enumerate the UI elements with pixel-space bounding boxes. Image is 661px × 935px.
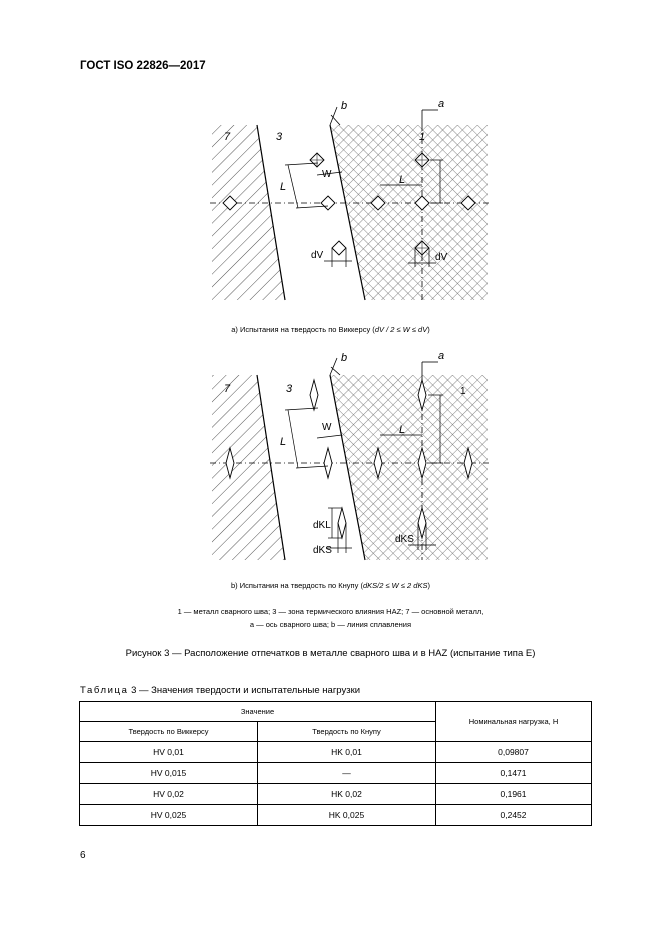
- hardness-table: [79, 701, 592, 826]
- label-L-right: L: [399, 174, 406, 186]
- label-weld-axis: a: [438, 98, 445, 110]
- table-title: Таблица 3 — Значения твердости и испытательные нагрузки: [80, 685, 361, 696]
- table-row: HV 0,025 HK 0,025 0,2452: [80, 805, 592, 826]
- label-dV-right: dV: [435, 252, 448, 263]
- table-row: HV 0,015 — 0,1471: [80, 763, 592, 784]
- label-haz: 3: [276, 131, 283, 143]
- label-L-right-b: L: [399, 424, 406, 436]
- table-row: HV 0,01 HK 0,01 0,09807: [80, 742, 592, 763]
- header-load: Номинальная нагрузка, Н: [436, 702, 592, 742]
- label-L-left-b: L: [280, 436, 287, 448]
- header-vickers: Твердость по Виккерсу: [80, 722, 258, 742]
- header-group: Значение: [80, 702, 436, 722]
- label-weld-metal-b: 1: [460, 386, 466, 397]
- label-haz-b: 3: [286, 383, 293, 395]
- legend-line-2: a — ось сварного шва; b — линия сплавления: [249, 620, 412, 629]
- table-row: HV 0,02 HK 0,02 0,1961: [80, 784, 592, 805]
- weld-metal-zone: [330, 125, 488, 300]
- label-base-metal: 7: [224, 131, 231, 143]
- label-dKL: dKL: [313, 520, 331, 531]
- label-base-metal-b: 7: [224, 383, 231, 395]
- label-dKS-right: dKS: [395, 534, 414, 545]
- figure-a-vickers: [200, 95, 500, 310]
- label-dV-left: dV: [311, 250, 324, 261]
- label-L-left: L: [280, 181, 287, 193]
- label-W-b: W: [322, 422, 332, 433]
- label-dKS-left: dKS: [313, 545, 332, 556]
- figure-b-knoop: [200, 350, 500, 565]
- base-metal-zone: [212, 125, 285, 300]
- figure-a-caption: a) Испытания на твердость по Виккерсу (dV / 2 ≤ W ≤ dV): [231, 325, 430, 334]
- label-fusion-line: b: [341, 100, 348, 112]
- figure-title: Рисунок 3 — Расположение отпечатков в металле сварного шва и в HAZ (испытание типа Е): [125, 648, 536, 659]
- label-fusion-line-b: b: [341, 352, 348, 364]
- figure-b-caption: b) Испытания на твердость по Кнупу (dKS/2 ≤ W ≤ 2 dKS): [231, 581, 430, 590]
- legend-line-1: 1 — металл сварного шва; 3 — зона термического влияния HAZ; 7 — основной металл,: [177, 607, 484, 616]
- label-weld-axis-b: a: [438, 350, 445, 362]
- page-number: 6: [80, 850, 86, 861]
- label-W: W: [322, 169, 332, 180]
- document-header: ГОСТ ISO 22826—2017: [80, 60, 206, 72]
- label-weld-metal: 1: [419, 131, 426, 143]
- header-knoop: Твердость по Кнупу: [258, 722, 436, 742]
